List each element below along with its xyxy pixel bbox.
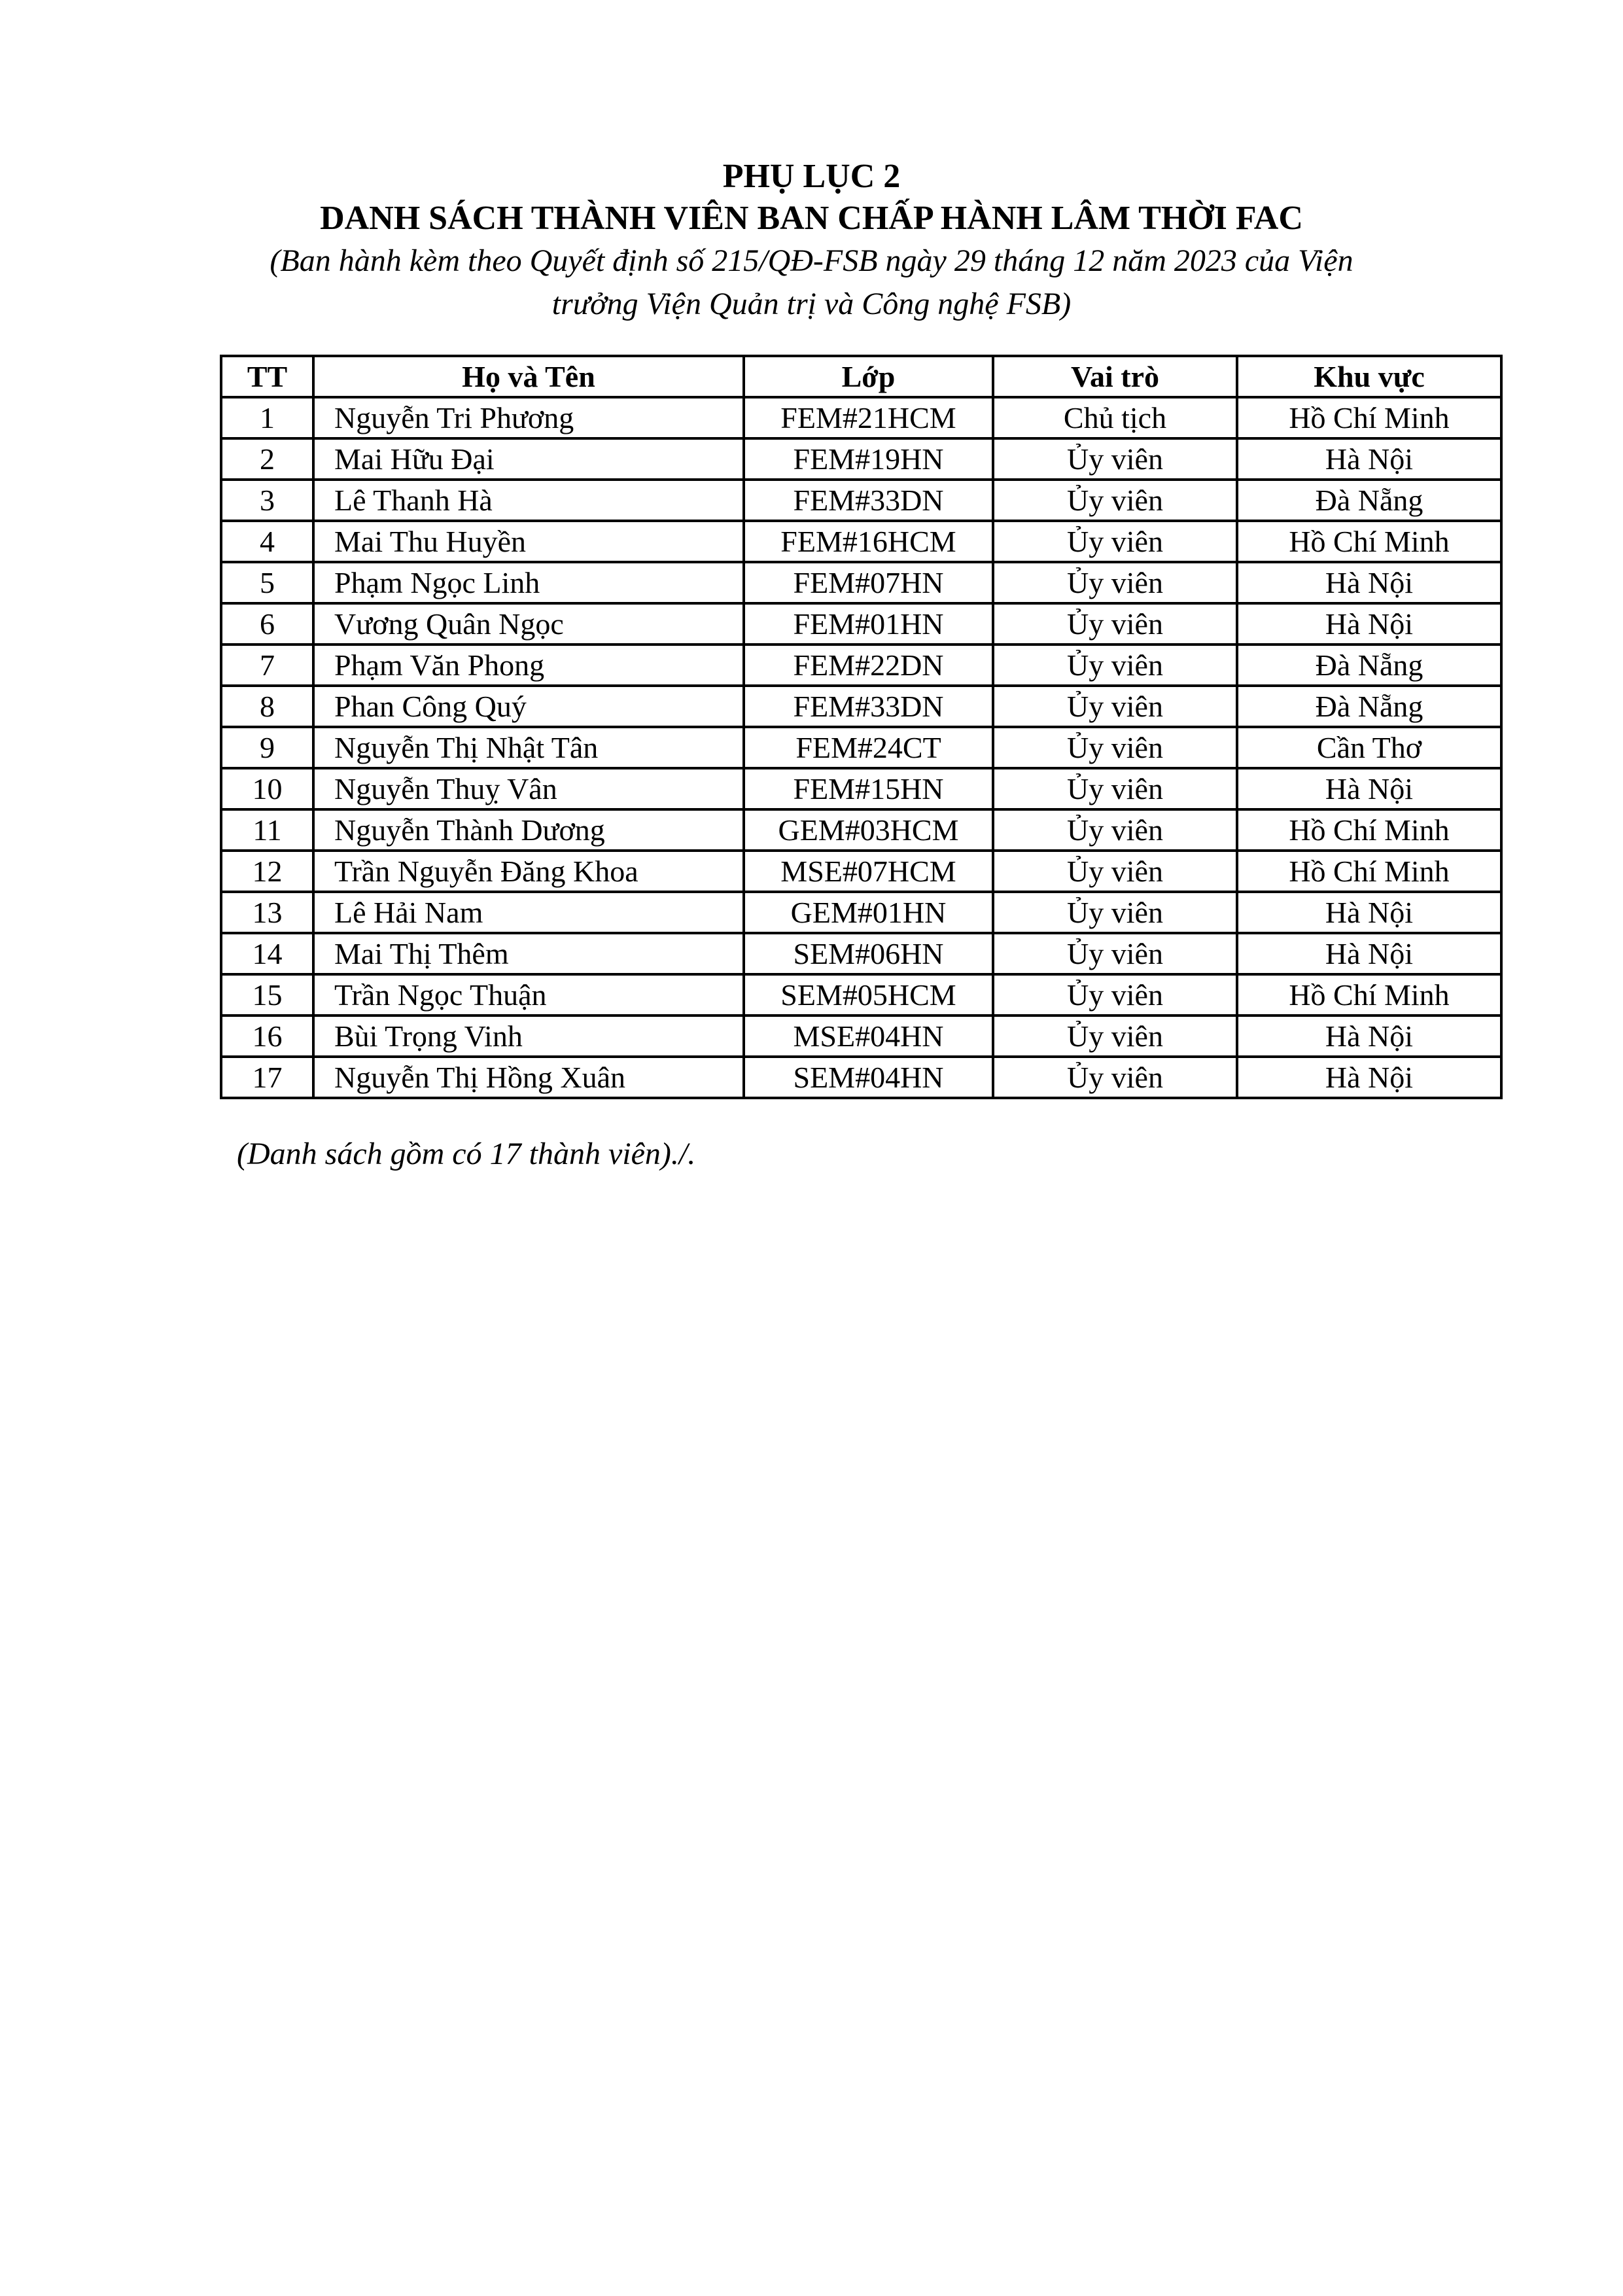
cell-tt: 1 <box>221 397 313 438</box>
cell-name: Nguyễn Thành Dương <box>313 809 744 851</box>
cell-role: Ủy viên <box>993 562 1237 603</box>
cell-class: FEM#21HCM <box>744 397 993 438</box>
table-row <box>221 1016 1501 1057</box>
title-block <box>0 0 1623 326</box>
table-row <box>221 809 1501 851</box>
cell-region: Hồ Chí Minh <box>1237 397 1501 438</box>
table-row <box>221 727 1501 768</box>
cell-role: Ủy viên <box>993 603 1237 645</box>
table-row <box>221 851 1501 892</box>
cell-tt: 9 <box>221 727 313 768</box>
table-row <box>221 438 1501 480</box>
cell-tt: 12 <box>221 851 313 892</box>
cell-tt: 15 <box>221 974 313 1016</box>
cell-region: Hà Nội <box>1237 603 1501 645</box>
cell-region: Đà Nẵng <box>1237 686 1501 727</box>
cell-class: FEM#19HN <box>744 438 993 480</box>
header-cell-class: Lớp <box>744 356 993 397</box>
cell-class: FEM#15HN <box>744 768 993 809</box>
cell-tt: 11 <box>221 809 313 851</box>
cell-class: MSE#04HN <box>744 1016 993 1057</box>
header-cell-region: Khu vực <box>1237 356 1501 397</box>
cell-region: Hồ Chí Minh <box>1237 851 1501 892</box>
cell-tt: 13 <box>221 892 313 933</box>
cell-tt: 6 <box>221 603 313 645</box>
table-row <box>221 892 1501 933</box>
table-row <box>221 974 1501 1016</box>
cell-class: FEM#01HN <box>744 603 993 645</box>
table-row <box>221 603 1501 645</box>
cell-class: FEM#22DN <box>744 645 993 686</box>
cell-region: Hà Nội <box>1237 892 1501 933</box>
table-row <box>221 480 1501 521</box>
cell-name: Phạm Ngọc Linh <box>313 562 744 603</box>
document-title: DANH SÁCH THÀNH VIÊN BAN CHẤP HÀNH LÂM THỜI FAC <box>320 200 1303 237</box>
cell-class: MSE#07HCM <box>744 851 993 892</box>
cell-region: Hà Nội <box>1237 562 1501 603</box>
cell-role: Ủy viên <box>993 1057 1237 1098</box>
cell-role: Chủ tịch <box>993 397 1237 438</box>
header-cell-tt: TT <box>221 356 313 397</box>
cell-class: SEM#05HCM <box>744 974 993 1016</box>
table-row <box>221 933 1501 974</box>
cell-class: FEM#24CT <box>744 727 993 768</box>
cell-name: Mai Thị Thêm <box>313 933 744 974</box>
cell-tt: 10 <box>221 768 313 809</box>
cell-role: Ủy viên <box>993 480 1237 521</box>
cell-role: Ủy viên <box>993 521 1237 562</box>
cell-role: Ủy viên <box>993 727 1237 768</box>
cell-tt: 17 <box>221 1057 313 1098</box>
cell-class: FEM#33DN <box>744 480 993 521</box>
cell-role: Ủy viên <box>993 686 1237 727</box>
cell-class: FEM#16HCM <box>744 521 993 562</box>
header-cell-role: Vai trò <box>993 356 1237 397</box>
cell-tt: 16 <box>221 1016 313 1057</box>
members-table <box>220 355 1503 1099</box>
cell-class: GEM#03HCM <box>744 809 993 851</box>
table-row <box>221 397 1501 438</box>
cell-tt: 7 <box>221 645 313 686</box>
cell-name: Trần Nguyễn Đăng Khoa <box>313 851 744 892</box>
cell-region: Đà Nẵng <box>1237 480 1501 521</box>
cell-region: Hồ Chí Minh <box>1237 974 1501 1016</box>
cell-class: SEM#06HN <box>744 933 993 974</box>
footer-note: (Danh sách gồm có 17 thành viên)./. <box>237 1137 696 1171</box>
cell-region: Hà Nội <box>1237 438 1501 480</box>
cell-tt: 14 <box>221 933 313 974</box>
cell-role: Ủy viên <box>993 851 1237 892</box>
cell-name: Phạm Văn Phong <box>313 645 744 686</box>
cell-region: Hà Nội <box>1237 933 1501 974</box>
cell-name: Nguyễn Tri Phương <box>313 397 744 438</box>
cell-region: Hà Nội <box>1237 1057 1501 1098</box>
table-row <box>221 521 1501 562</box>
table-row <box>221 686 1501 727</box>
cell-name: Vương Quân Ngọc <box>313 603 744 645</box>
cell-name: Lê Hải Nam <box>313 892 744 933</box>
cell-tt: 8 <box>221 686 313 727</box>
cell-tt: 2 <box>221 438 313 480</box>
header-cell-name: Họ và Tên <box>313 356 744 397</box>
cell-role: Ủy viên <box>993 1016 1237 1057</box>
cell-name: Nguyễn Thị Hồng Xuân <box>313 1057 744 1098</box>
cell-role: Ủy viên <box>993 809 1237 851</box>
table-row <box>221 562 1501 603</box>
cell-region: Hồ Chí Minh <box>1237 809 1501 851</box>
cell-class: FEM#07HN <box>744 562 993 603</box>
cell-role: Ủy viên <box>993 645 1237 686</box>
subtitle-line-2: trưởng Viện Quản trị và Công nghệ FSB) <box>551 287 1072 321</box>
cell-region: Hà Nội <box>1237 1016 1501 1057</box>
cell-name: Nguyễn Thuỵ Vân <box>313 768 744 809</box>
cell-tt: 5 <box>221 562 313 603</box>
cell-name: Nguyễn Thị Nhật Tân <box>313 727 744 768</box>
cell-role: Ủy viên <box>993 974 1237 1016</box>
cell-name: Mai Hữu Đại <box>313 438 744 480</box>
cell-region: Hồ Chí Minh <box>1237 521 1501 562</box>
cell-region: Hà Nội <box>1237 768 1501 809</box>
table-row <box>221 1057 1501 1098</box>
table-row <box>221 645 1501 686</box>
cell-region: Đà Nẵng <box>1237 645 1501 686</box>
appendix-title: PHỤ LỤC 2 <box>722 158 901 195</box>
cell-class: SEM#04HN <box>744 1057 993 1098</box>
cell-role: Ủy viên <box>993 933 1237 974</box>
table-header-row <box>221 356 1501 397</box>
cell-name: Mai Thu Huyền <box>313 521 744 562</box>
cell-name: Phan Công Quý <box>313 686 744 727</box>
cell-name: Lê Thanh Hà <box>313 480 744 521</box>
cell-role: Ủy viên <box>993 892 1237 933</box>
cell-name: Trần Ngọc Thuận <box>313 974 744 1016</box>
subtitle-line-1: (Ban hành kèm theo Quyết định số 215/QĐ-FSB ngày 29 tháng 12 năm 2023 của Viện <box>270 243 1353 278</box>
cell-role: Ủy viên <box>993 768 1237 809</box>
cell-region: Cần Thơ <box>1237 727 1501 768</box>
cell-tt: 3 <box>221 480 313 521</box>
cell-tt: 4 <box>221 521 313 562</box>
cell-name: Bùi Trọng Vinh <box>313 1016 744 1057</box>
table-row <box>221 768 1501 809</box>
cell-class: FEM#33DN <box>744 686 993 727</box>
cell-class: GEM#01HN <box>744 892 993 933</box>
cell-role: Ủy viên <box>993 438 1237 480</box>
